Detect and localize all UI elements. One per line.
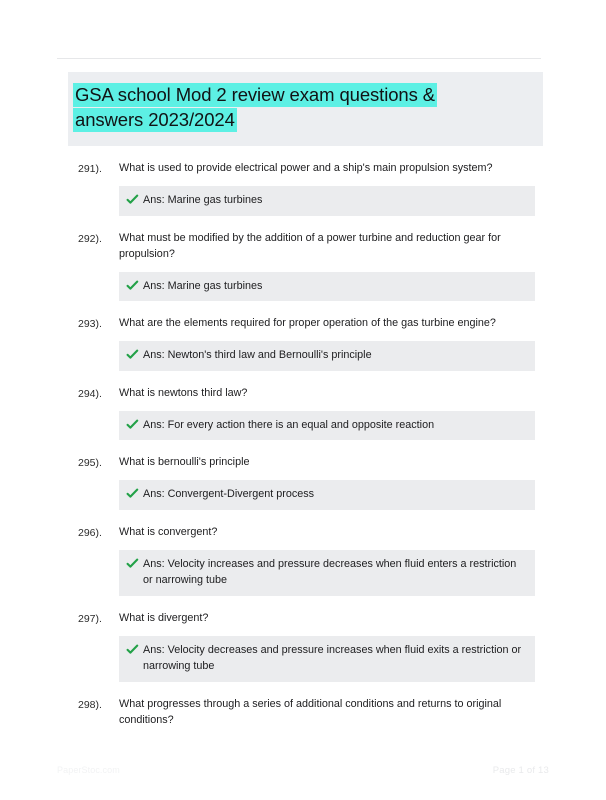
answer-box <box>119 636 535 682</box>
answer-box <box>119 480 535 510</box>
question-number: 295). <box>78 457 102 469</box>
check-icon <box>126 557 139 570</box>
question-item <box>0 385 606 441</box>
answer-box <box>119 341 535 371</box>
question-row <box>0 524 606 541</box>
header-divider <box>57 58 541 59</box>
answer-text: Ans: Velocity increases and pressure decreases when fluid enters a restriction or narrowing tube <box>143 557 517 586</box>
question-text: What is newtons third law? <box>119 386 248 399</box>
question-row <box>0 454 606 471</box>
question-item <box>0 610 606 682</box>
page-title <box>68 82 493 132</box>
question-number: 298). <box>78 698 102 711</box>
check-icon <box>126 487 139 500</box>
question-item <box>0 230 606 302</box>
check-icon <box>126 643 139 656</box>
answer-box <box>119 411 535 441</box>
title-line-1: GSA school Mod 2 review exam questions & <box>75 84 436 105</box>
question-text: What is used to provide electrical power and a ship's main propulsion system? <box>119 162 493 174</box>
answer-text: Ans: Newton's third law and Bernoulli's principle <box>143 349 372 361</box>
question-item <box>0 696 606 729</box>
title-line-2: answers 2023/2024 <box>75 109 235 130</box>
question-text: What must be modified by the addition of a power turbine and reduction gear for propulsion? <box>119 231 501 260</box>
answer-box <box>119 186 535 216</box>
question-text: What are the elements required for proper operation of the gas turbine engine? <box>119 317 496 329</box>
answer-text: Ans: Marine gas turbines <box>143 279 263 292</box>
question-row <box>0 160 606 177</box>
question-item <box>0 454 606 510</box>
watermark: PaperStoc.com <box>57 765 120 775</box>
question-item <box>0 315 606 371</box>
answer-box <box>119 272 535 302</box>
document-title-band <box>68 72 543 146</box>
question-text: What is divergent? <box>119 611 209 624</box>
question-text: What is bernoulli's principle <box>119 456 250 468</box>
answer-box <box>119 550 535 596</box>
question-number: 297). <box>78 612 102 625</box>
question-text: What is convergent? <box>119 525 218 538</box>
check-icon <box>126 279 139 292</box>
question-row <box>0 610 606 627</box>
check-icon <box>126 348 139 361</box>
page-indicator: Page 1 of 13 <box>492 765 549 776</box>
question-item <box>0 160 606 216</box>
question-list <box>0 160 606 743</box>
question-number: 296). <box>78 526 102 539</box>
answer-text: Ans: For every action there is an equal and opposite reaction <box>143 418 435 431</box>
check-icon <box>126 418 139 431</box>
question-number: 294). <box>78 387 102 400</box>
question-number: 291). <box>78 163 102 175</box>
question-row <box>0 385 606 402</box>
answer-text: Ans: Convergent-Divergent process <box>143 488 315 500</box>
question-item <box>0 524 606 596</box>
check-icon <box>126 193 139 206</box>
question-row <box>0 315 606 332</box>
question-text: What progresses through a series of additional conditions and returns to original conditions? <box>119 697 502 726</box>
question-row <box>0 696 606 729</box>
answer-text: Ans: Marine gas turbines <box>143 194 263 206</box>
page-footer <box>0 765 606 785</box>
question-number: 292). <box>78 232 102 245</box>
question-row <box>0 230 606 263</box>
question-number: 293). <box>78 318 102 330</box>
answer-text: Ans: Velocity decreases and pressure increases when fluid exits a restriction or narrowing tube <box>143 643 522 672</box>
